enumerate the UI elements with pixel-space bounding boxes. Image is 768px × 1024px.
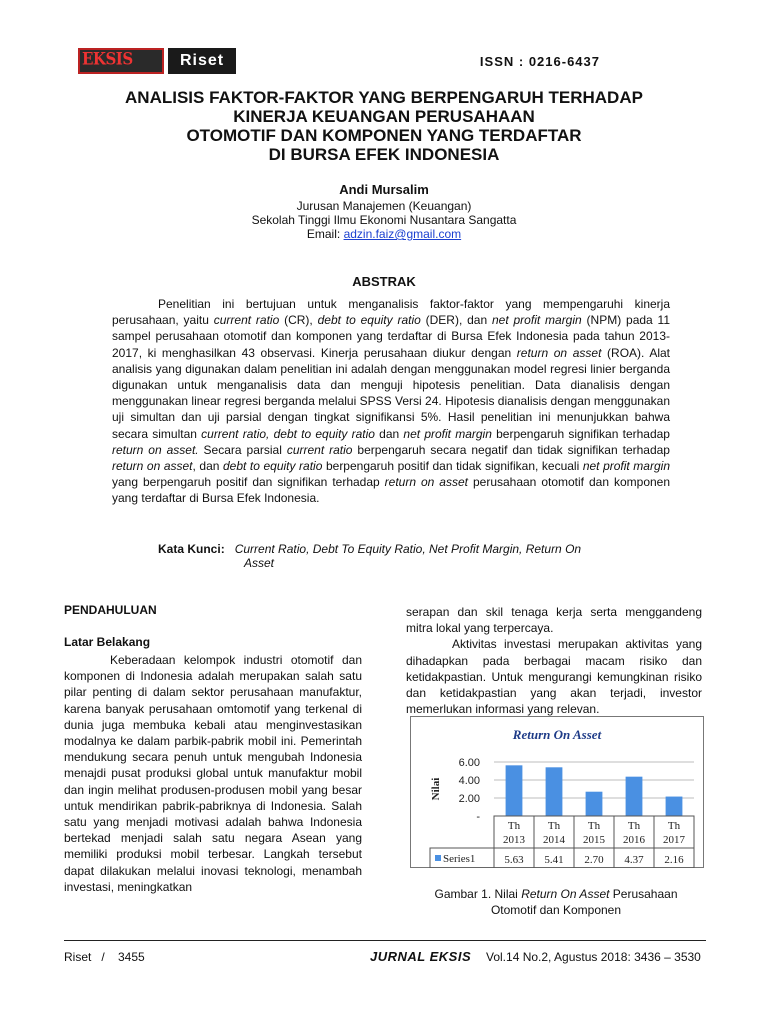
keywords-list: Current Ratio, Debt To Equity Ratio, Net Profit Margin, Return On — [234, 542, 582, 556]
abstract-text: yang berpengaruh positif dan signifikan terhadap — [112, 475, 385, 490]
chart-data-label: 2.70 — [584, 854, 604, 866]
chart-ytick-label: 4.00 — [458, 775, 480, 787]
abstract-term: current ratio — [286, 442, 353, 457]
chart-bar — [626, 777, 643, 816]
body-paragraph: Keberadaan kelompok industri otomotif dan komponen di Indonesia adalah merupakan salah satu pilar penting di dalam sektor perusahaan manufaktur, karena banyak perusahaan omtomotif yang terkenal di dunia juga membuka kebali atau menginvestasikan modalnya ke dalam parbik-pabrik mobil ini. Pemerintah mendukung secara penuh untuk mengubah Indonesia menajdi pusat produksi global untuk manufaktur mobil dan ingin melihat produsen-produsen mobil yang besar untuk mendirikan pabrik-pabriknya di Indonesia. Salah satu yang menjadi motivasi adalah bahwa Indonesia bertekad menjadi salah satu negara Asean yang memiliki produksi mobil terbesar. Langkah tersebut dapat dilakukan melalui inovasi teknologi, menambah investasi, meningkatkan — [64, 653, 362, 894]
abstract-text: (ROA). Alat analisis yang digunakan dalam penelitian ini adalah dengan menggunakan model regresi linier berganda digunakan untuk menganalisis data dan menguji hipotesis penelitian. Data dianalisis dengan menggunakan linear regresi berganda melalui SPSS Versi 24. Hipotesis dianalisis dengan menggunakan uji simultan dan uji parsial dengan tingkat signifikansi 5%. Hasil penelitian ini menunjukkan bahwa secara simultan — [112, 345, 671, 441]
caption-prefix: Gambar 1. Nilai — [434, 887, 522, 901]
figure-caption — [406, 886, 706, 918]
caption-line2: Otomotif dan Komponen — [490, 903, 622, 917]
right-column-text — [406, 604, 702, 717]
abstract-text: berpengaruh positif dan tidak signifikan, kecuali — [322, 459, 583, 474]
author-name: Andi Mursalim — [339, 182, 429, 197]
abstract-text: , dan — [192, 459, 223, 474]
abstract-term: return on asset — [112, 459, 193, 474]
section-label: Riset — [168, 48, 236, 74]
title-line: KINERJA KEUANGAN PERUSAHAAN — [233, 107, 535, 126]
author-affiliation: Jurusan Manajemen (Keuangan) — [296, 199, 472, 213]
abstract-term: return on asset. — [112, 442, 199, 457]
title-line: DI BURSA EFEK INDONESIA — [268, 145, 500, 164]
chart-xtick-label: 2015 — [583, 834, 605, 846]
caption-suffix: Perusahaan — [609, 887, 678, 901]
abstract-term: net profit margin — [403, 426, 492, 441]
footer-volume: Vol.14 No.2, Agustus 2018: 3436 – 3530 — [486, 950, 701, 964]
chart-bar — [666, 797, 683, 816]
chart-xtick-label: 2014 — [543, 834, 565, 846]
abstract-term: current ratio — [213, 313, 280, 328]
chart-data-label: 5.41 — [544, 854, 564, 866]
chart-ytick-label: 2.00 — [458, 793, 480, 805]
chart-bar — [506, 765, 523, 816]
footer-page: Riset / 3455 — [64, 950, 145, 964]
abstract-text: perusahaan otomotif dan komponen yang terdaftar di Bursa Efek Indonesia. — [112, 475, 671, 506]
chart-xtick-label: Th — [667, 820, 681, 832]
abstract-term: debt to equity ratio — [317, 313, 421, 328]
section-heading: PENDAHULUAN — [64, 603, 157, 617]
abstract-text: (NPM) pada 11 sampel perusahaan otomotif dan komponen yang terdaftar di Bursa Efek Indonesia pada tahun 2013-2017, ki menghasilkan 43 observasi. Kinerja perusahaan diukur dengan — [112, 313, 671, 360]
abstract-text: Secara parsial — [198, 442, 287, 457]
email-label: Email: — [306, 227, 341, 241]
footer-journal-name: JURNAL EKSIS — [370, 949, 472, 964]
abstract-term: return on asset — [384, 475, 468, 490]
chart-bar — [546, 767, 563, 816]
abstract-paragraph — [112, 296, 670, 507]
abstract-heading: ABSTRAK — [352, 274, 416, 289]
title-line: OTOMOTIF DAN KOMPONEN YANG TERDAFTAR — [186, 126, 582, 145]
journal-logo-text: EKSIS — [82, 49, 133, 69]
chart-ylabel: Nilai — [430, 777, 442, 801]
chart-ytick-label: - — [476, 811, 480, 823]
chart-data-label: 4.37 — [624, 854, 644, 866]
chart-xtick-label: 2016 — [623, 834, 645, 846]
chart-legend-label: Series1 — [443, 853, 476, 865]
author-institution: Sekolah Tinggi Ilmu Ekonomi Nusantara Sangatta — [251, 213, 517, 227]
paper-title — [60, 88, 708, 164]
keywords-list-cont: Asset — [244, 556, 275, 570]
abstract-text: berpengaruh secara negatif dan tidak signifikan terhadap — [352, 442, 670, 457]
chart-xtick-label: 2013 — [503, 834, 525, 846]
caption-italic: Return On Asset — [521, 887, 610, 901]
footer-divider — [64, 940, 706, 941]
abstract-text: dan — [374, 426, 404, 441]
roa-chart — [410, 716, 704, 868]
abstract-term: current ratio, debt to equity ratio — [201, 426, 375, 441]
left-column-text — [64, 652, 362, 895]
chart-legend-swatch — [435, 855, 441, 861]
author-email-line — [60, 227, 708, 241]
keywords-label: Kata Kunci — [158, 542, 221, 556]
chart-xtick-label: Th — [627, 820, 641, 832]
abstract-term: net profit margin — [582, 459, 670, 474]
chart-title: Return On Asset — [512, 727, 602, 742]
chart-xtick-label: Th — [587, 820, 601, 832]
chart-xtick-label: Th — [547, 820, 561, 832]
abstract-term: return on asset — [516, 345, 602, 360]
email-link[interactable]: adzin.faiz@gmail.com — [343, 227, 462, 241]
abstract-text: (CR), — [279, 313, 318, 328]
abstract-text: berpengaruh signifikan terhadap — [491, 426, 670, 441]
abstract-text: (DER), dan — [420, 313, 492, 328]
abstract-term: net profit margin — [492, 313, 582, 328]
body-paragraph: Aktivitas investasi merupakan aktivitas yang dihadapkan pada berbagai macam risiko dan ketidakpastian. Untuk mengurangi kemungkinan risiko dan ketidakpastian yang akan terjadi, investor memerlukan informasi yang relevan. — [406, 637, 702, 717]
chart-ytick-label: 6.00 — [458, 757, 480, 769]
subsection-heading: Latar Belakang — [64, 635, 151, 649]
abstract-text: Penelitian ini bertujuan untuk menganalisis faktor-faktor yang mempengaruhi kinerja perusahaan, yaitu — [112, 297, 670, 328]
chart-xtick-label: 2017 — [663, 834, 685, 846]
chart-xtick-label: Th — [507, 820, 521, 832]
chart-data-label: 5.63 — [504, 854, 524, 866]
abstract-body — [112, 296, 670, 507]
keywords: Kata Kunci: Current Ratio, Debt To Equity Ratio, Net Profit Margin, Return On Asset — [158, 542, 582, 570]
chart-bar — [586, 792, 603, 816]
abstract-term: debt to equity ratio — [222, 459, 323, 474]
title-line: ANALISIS FAKTOR-FAKTOR YANG BERPENGARUH TERHADAP — [125, 88, 643, 107]
chart-data-label: 2.16 — [664, 854, 684, 866]
issn: ISSN : 0216-6437 — [479, 54, 600, 69]
body-paragraph: serapan dan skil tenaga kerja serta menggandeng mitra lokal yang terpercaya. — [406, 605, 702, 636]
